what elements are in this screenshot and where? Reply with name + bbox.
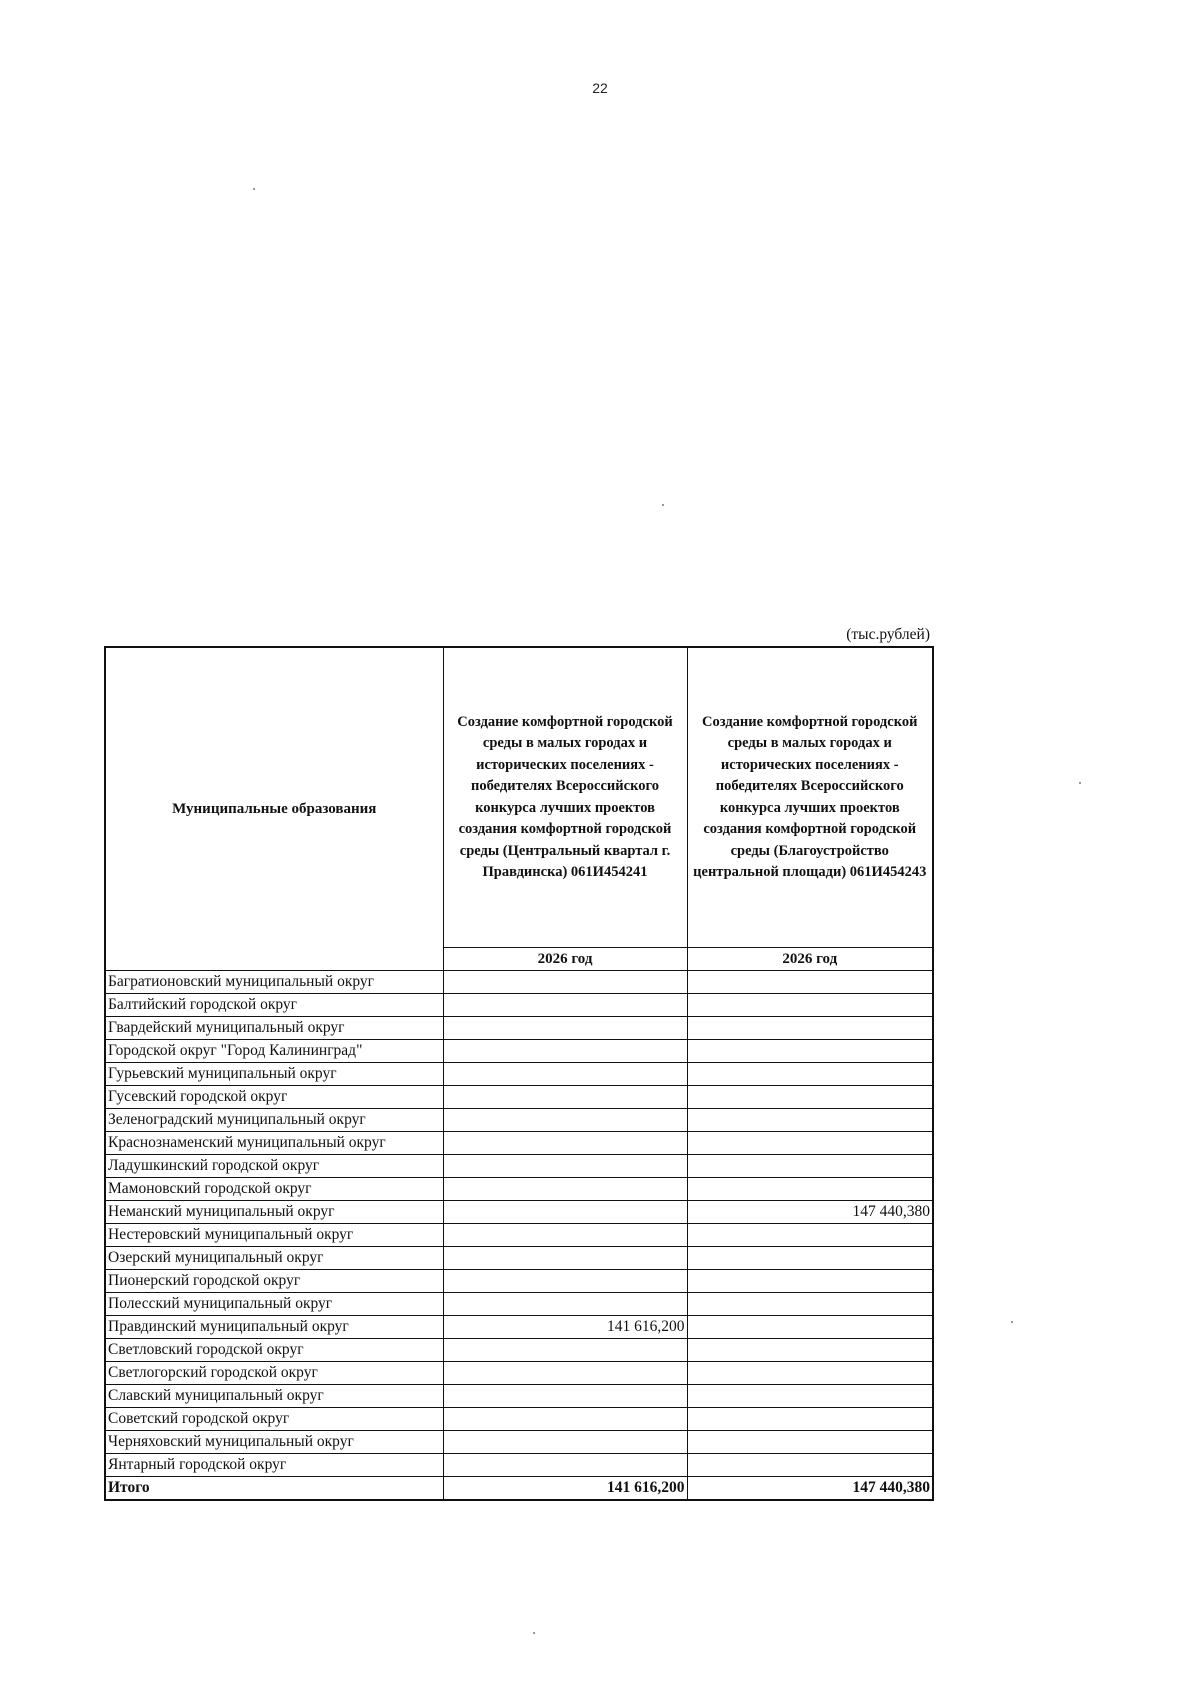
scan-speck: [1079, 782, 1081, 784]
total-label: Итого: [105, 1477, 443, 1501]
value-cell-2: [687, 1109, 933, 1132]
value-cell-2: [687, 1408, 933, 1431]
value-cell-1: [443, 1178, 687, 1201]
municipality-name: Полесский муниципальный округ: [105, 1293, 443, 1316]
table-row: [105, 1132, 933, 1155]
value-cell-2: [687, 1270, 933, 1293]
table-row: [105, 1201, 933, 1224]
table-row: [105, 1385, 933, 1408]
total-value-1: 141 616,200: [443, 1477, 687, 1501]
value-cell-2: [687, 1339, 933, 1362]
value-cell-1: [443, 1362, 687, 1385]
table-row: [105, 1408, 933, 1431]
municipality-name: Ладушкинский городской округ: [105, 1155, 443, 1178]
header-municipalities: Муниципальные образования: [105, 647, 443, 971]
value-cell-1: [443, 1040, 687, 1063]
municipality-name: Гвардейский муниципальный округ: [105, 1017, 443, 1040]
municipality-name: Городской округ "Город Калининград": [105, 1040, 443, 1063]
value-cell-1: [443, 1017, 687, 1040]
value-cell-2: [687, 1155, 933, 1178]
table-row: [105, 1178, 933, 1201]
table-row: [105, 1339, 933, 1362]
municipality-name: Советский городской округ: [105, 1408, 443, 1431]
total-row: [105, 1477, 933, 1501]
municipality-name: Янтарный городской округ: [105, 1454, 443, 1477]
value-cell-1: 141 616,200: [443, 1316, 687, 1339]
budget-table: [104, 646, 934, 1501]
header-year-1: 2026 год: [443, 948, 687, 971]
municipality-name: Пионерский городской округ: [105, 1270, 443, 1293]
value-cell-1: [443, 1132, 687, 1155]
table-row: [105, 1316, 933, 1339]
value-cell-1: [443, 1155, 687, 1178]
value-cell-2: [687, 1017, 933, 1040]
value-cell-1: [443, 1431, 687, 1454]
header-year-2: 2026 год: [687, 948, 933, 971]
value-cell-1: [443, 1063, 687, 1086]
municipality-name: Светловский городской округ: [105, 1339, 443, 1362]
value-cell-2: [687, 1224, 933, 1247]
value-cell-2: [687, 1132, 933, 1155]
municipality-name: Зеленоградский муниципальный округ: [105, 1109, 443, 1132]
table-row: [105, 971, 933, 994]
table-body: [105, 971, 933, 1477]
table-row: [105, 1293, 933, 1316]
municipality-name: Озерский муниципальный округ: [105, 1247, 443, 1270]
header-column-2: [687, 647, 933, 948]
table-row: [105, 1224, 933, 1247]
units-label: (тыс.рублей): [846, 626, 930, 643]
municipality-name: Балтийский городской округ: [105, 994, 443, 1017]
municipality-name: Неманский муниципальный округ: [105, 1201, 443, 1224]
value-cell-2: [687, 1385, 933, 1408]
table-row: [105, 1431, 933, 1454]
table-row: [105, 1086, 933, 1109]
municipality-name: Правдинский муниципальный округ: [105, 1316, 443, 1339]
value-cell-1: [443, 971, 687, 994]
table-row: [105, 1040, 933, 1063]
value-cell-1: [443, 1454, 687, 1477]
value-cell-2: [687, 1063, 933, 1086]
value-cell-2: [687, 1293, 933, 1316]
header-column-2-title: Создание комфортной городской среды в малых городах и исторических поселениях - победителях Всероссийского конкурса лучших проектов создания комфортной городской среды (Благоустройство центральной площади) 061И454243: [693, 713, 927, 880]
municipality-name: Славский муниципальный округ: [105, 1385, 443, 1408]
scan-speck: [662, 504, 664, 506]
value-cell-1: [443, 1086, 687, 1109]
value-cell-2: [687, 1247, 933, 1270]
value-cell-1: [443, 994, 687, 1017]
value-cell-2: [687, 1040, 933, 1063]
table-row: [105, 1247, 933, 1270]
value-cell-2: [687, 971, 933, 994]
table-row: [105, 1063, 933, 1086]
value-cell-2: [687, 1086, 933, 1109]
municipality-name: Мамоновский городской округ: [105, 1178, 443, 1201]
table-row: [105, 1454, 933, 1477]
value-cell-1: [443, 1201, 687, 1224]
scan-speck: [533, 1632, 535, 1634]
table-row: [105, 1362, 933, 1385]
page-number: 22: [592, 80, 608, 96]
municipality-name: Гусевский городской округ: [105, 1086, 443, 1109]
municipality-name: Багратионовский муниципальный округ: [105, 971, 443, 994]
total-value-2: 147 440,380: [687, 1477, 933, 1501]
scan-speck: [1011, 1321, 1013, 1323]
value-cell-1: [443, 1224, 687, 1247]
header-column-1-title: Создание комфортной городской среды в малых городах и исторических поселениях - победителях Всероссийского конкурса лучших проектов создания комфортной городской среды (Центральный квартал г. Правдинска) 061И454241: [457, 713, 673, 880]
value-cell-2: [687, 1454, 933, 1477]
value-cell-2: [687, 1362, 933, 1385]
table-row: [105, 994, 933, 1017]
table-row: [105, 1109, 933, 1132]
municipality-name: Нестеровский муниципальный округ: [105, 1224, 443, 1247]
municipality-name: Светлогорский городской округ: [105, 1362, 443, 1385]
municipality-name: Краснознаменский муниципальный округ: [105, 1132, 443, 1155]
scan-speck: [253, 188, 255, 190]
value-cell-1: [443, 1293, 687, 1316]
value-cell-2: [687, 1316, 933, 1339]
value-cell-2: [687, 1178, 933, 1201]
municipality-name: Гурьевский муниципальный округ: [105, 1063, 443, 1086]
value-cell-2: [687, 1431, 933, 1454]
value-cell-1: [443, 1270, 687, 1293]
table-row: [105, 1155, 933, 1178]
value-cell-1: [443, 1109, 687, 1132]
header-column-1: [443, 647, 687, 948]
value-cell-1: [443, 1339, 687, 1362]
value-cell-2: 147 440,380: [687, 1201, 933, 1224]
table-row: [105, 1270, 933, 1293]
municipality-name: Черняховский муниципальный округ: [105, 1431, 443, 1454]
value-cell-1: [443, 1408, 687, 1431]
value-cell-1: [443, 1385, 687, 1408]
table-row: [105, 1017, 933, 1040]
value-cell-1: [443, 1247, 687, 1270]
value-cell-2: [687, 994, 933, 1017]
